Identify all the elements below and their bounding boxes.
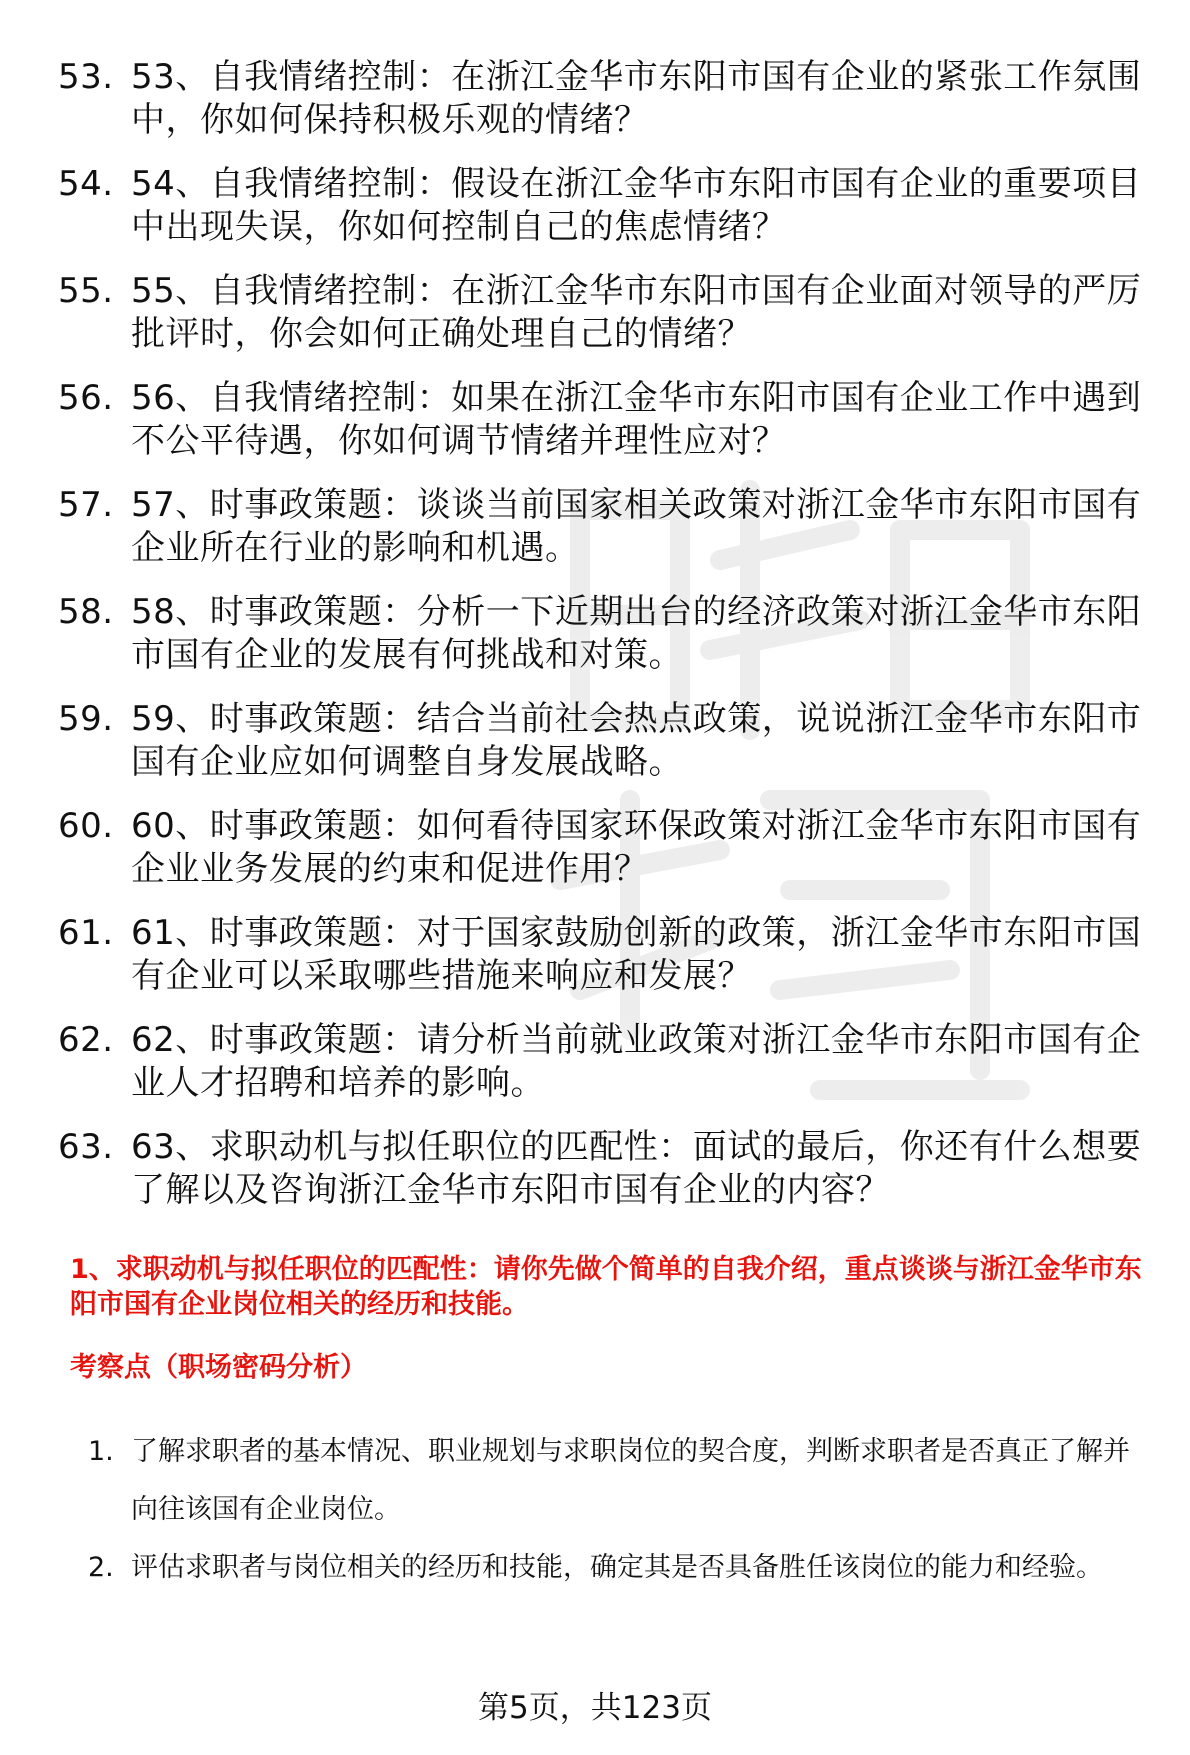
question-list <box>58 56 1148 1233</box>
list-item <box>58 591 1148 677</box>
question-number: 58. <box>58 592 114 632</box>
question-number: 57. <box>58 485 114 525</box>
question-text: 59、时事政策题：结合当前社会热点政策，说说浙江金华市东阳市国有企业应如何调整自身发展战略。 <box>131 699 1142 782</box>
list-item <box>58 1019 1148 1105</box>
section-heading: 1、求职动机与拟任职位的匹配性：请你先做个简单的自我介绍，重点谈谈与浙江金华市东阳市国有企业岗位相关的经历和技能。 <box>70 1254 1142 1320</box>
list-item <box>88 1539 1150 1597</box>
page-number: 第5页，共123页 <box>478 1690 712 1726</box>
list-item <box>58 484 1148 570</box>
question-number: 54. <box>58 164 114 204</box>
section-subheading: 考察点（职场密码分析） <box>70 1352 367 1383</box>
list-item <box>58 912 1148 998</box>
question-text: 53、自我情绪控制：在浙江金华市东阳市国有企业的紧张工作氛围中，你如何保持积极乐观的情绪？ <box>131 57 1142 140</box>
point-number: 1. <box>88 1436 114 1467</box>
point-text: 评估求职者与岗位相关的经历和技能，确定其是否具备胜任该岗位的能力和经验。 <box>131 1552 1103 1583</box>
list-item <box>58 698 1148 784</box>
list-item <box>58 805 1148 891</box>
question-number: 63. <box>58 1127 114 1167</box>
question-text: 57、时事政策题：谈谈当前国家相关政策对浙江金华市东阳市国有企业所在行业的影响和机遇。 <box>131 485 1142 568</box>
list-item <box>58 1126 1148 1212</box>
question-text: 63、求职动机与拟任职位的匹配性：面试的最后，你还有什么想要了解以及咨询浙江金华市东阳市国有企业的内容？ <box>131 1127 1142 1210</box>
question-text: 60、时事政策题：如何看待国家环保政策对浙江金华市东阳市国有企业业务发展的约束和促进作用？ <box>131 806 1142 889</box>
question-number: 60. <box>58 806 114 846</box>
list-item <box>58 377 1148 463</box>
point-list <box>88 1423 1150 1597</box>
question-number: 56. <box>58 378 114 418</box>
question-text: 61、时事政策题：对于国家鼓励创新的政策，浙江金华市东阳市国有企业可以采取哪些措施来响应和发展？ <box>131 913 1142 996</box>
question-text: 56、自我情绪控制：如果在浙江金华市东阳市国有企业工作中遇到不公平待遇，你如何调节情绪并理性应对？ <box>131 378 1142 461</box>
question-number: 61. <box>58 913 114 953</box>
question-number: 55. <box>58 271 114 311</box>
question-number: 53. <box>58 57 114 97</box>
question-number: 62. <box>58 1020 114 1060</box>
question-text: 58、时事政策题：分析一下近期出台的经济政策对浙江金华市东阳市国有企业的发展有何挑战和对策。 <box>131 592 1142 675</box>
question-text: 55、自我情绪控制：在浙江金华市东阳市国有企业面对领导的严厉批评时，你会如何正确处理自己的情绪？ <box>131 271 1142 354</box>
list-item <box>88 1423 1150 1539</box>
question-text: 54、自我情绪控制：假设在浙江金华市东阳市国有企业的重要项目中出现失误，你如何控制自己的焦虑情绪？ <box>131 164 1142 247</box>
list-item <box>58 56 1148 142</box>
point-text: 了解求职者的基本情况、职业规划与求职岗位的契合度，判断求职者是否真正了解并向往该国有企业岗位。 <box>131 1436 1130 1525</box>
list-item <box>58 163 1148 249</box>
question-number: 59. <box>58 699 114 739</box>
point-number: 2. <box>88 1552 114 1583</box>
list-item <box>58 270 1148 356</box>
question-text: 62、时事政策题：请分析当前就业政策对浙江金华市东阳市国有企业人才招聘和培养的影响。 <box>131 1020 1142 1103</box>
